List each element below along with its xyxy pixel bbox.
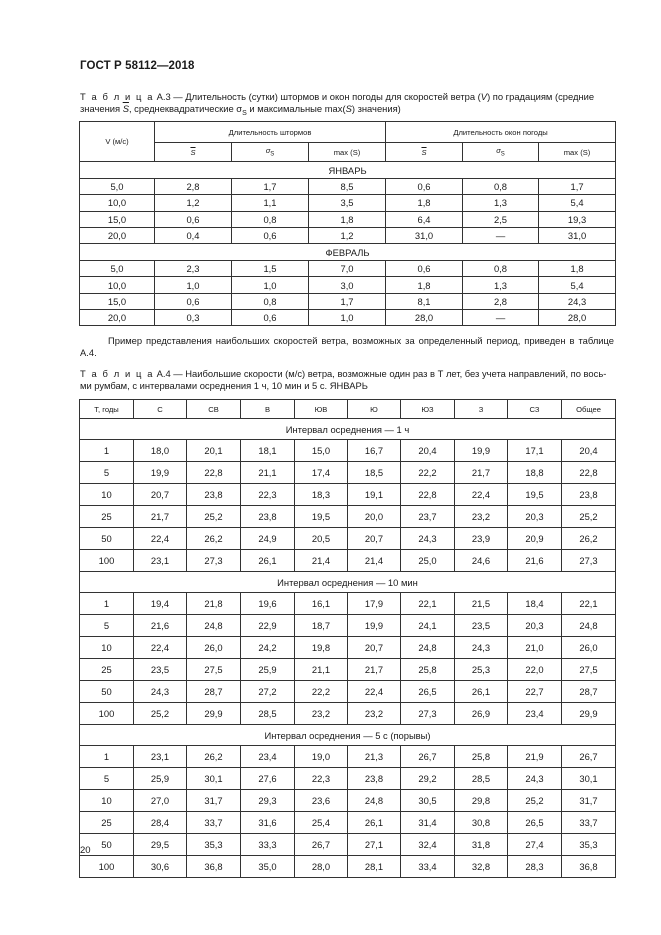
table-row — [80, 659, 616, 681]
table-cell: 30,6 — [134, 856, 187, 878]
table-cell: 26,0 — [562, 637, 616, 659]
table-cell: 21,1 — [241, 462, 295, 484]
table-cell: 18,8 — [508, 462, 562, 484]
table-cell: 10 — [80, 790, 134, 812]
table-cell: 27,2 — [241, 681, 295, 703]
table-cell: 19,1 — [348, 484, 401, 506]
table-cell: 26,2 — [187, 746, 241, 768]
table-cell: 26,7 — [562, 746, 616, 768]
table-cell: 2,3 — [155, 261, 232, 277]
table-cell: 1 — [80, 593, 134, 615]
table-cell: 100 — [80, 703, 134, 725]
table-cell: 20,0 — [80, 227, 155, 243]
table-cell: 1 — [80, 440, 134, 462]
table-cell: 25,8 — [401, 659, 455, 681]
table-cell: 20,7 — [348, 528, 401, 550]
table-cell: 26,0 — [187, 637, 241, 659]
table-cell: 25,0 — [401, 550, 455, 572]
table-cell: 100 — [80, 550, 134, 572]
table-row — [80, 462, 616, 484]
table-cell: 2,8 — [463, 293, 539, 309]
table-cell: 30,5 — [401, 790, 455, 812]
table-cell: 20,0 — [348, 506, 401, 528]
table-cell: 24,2 — [241, 637, 295, 659]
table-cell: 3,5 — [309, 195, 386, 211]
table-row — [80, 681, 616, 703]
table-cell: 1,3 — [463, 195, 539, 211]
table-cell: 27,5 — [562, 659, 616, 681]
table-cell: 20,7 — [134, 484, 187, 506]
table-cell: 18,4 — [508, 593, 562, 615]
table-cell: 24,3 — [508, 768, 562, 790]
table-cell: 28,0 — [386, 310, 463, 326]
table-cell: 23,4 — [241, 746, 295, 768]
table-cell: 0,6 — [155, 211, 232, 227]
table-cell: 5,0 — [80, 179, 155, 195]
table-cell: 25 — [80, 659, 134, 681]
table-cell: 1,7 — [232, 179, 309, 195]
table-cell: 2,8 — [155, 179, 232, 195]
table-cell: 2,5 — [463, 211, 539, 227]
table-cell: 33,4 — [401, 856, 455, 878]
table-cell: 22,2 — [295, 681, 348, 703]
table-cell: 20,3 — [508, 615, 562, 637]
table-cell: 29,9 — [187, 703, 241, 725]
table-cell: 100 — [80, 856, 134, 878]
table-cell: 0,3 — [155, 310, 232, 326]
table-row — [80, 593, 616, 615]
table-cell: 22,1 — [401, 593, 455, 615]
table-cell: 26,2 — [562, 528, 616, 550]
table-cell: 10,0 — [80, 195, 155, 211]
table-cell: 28,5 — [241, 703, 295, 725]
table-cell: 25 — [80, 506, 134, 528]
table-cell: 31,0 — [386, 227, 463, 243]
table-cell: 24,8 — [348, 790, 401, 812]
table-cell: 33,3 — [241, 834, 295, 856]
table-cell: 5 — [80, 462, 134, 484]
table-cell: 32,4 — [401, 834, 455, 856]
table-cell: 1,8 — [386, 195, 463, 211]
table-cell: 22,9 — [241, 615, 295, 637]
section-header: Интервал осреднения — 5 с (порывы) — [80, 725, 616, 746]
table-cell: 22,0 — [508, 659, 562, 681]
table-cell: 28,0 — [295, 856, 348, 878]
table-cell: 21,7 — [348, 659, 401, 681]
table-row — [80, 550, 616, 572]
table-cell: 18,1 — [241, 440, 295, 462]
table-cell: 19,4 — [134, 593, 187, 615]
col-v-header: V (м/с) — [80, 122, 155, 162]
table-cell: 5,4 — [539, 195, 616, 211]
table-cell: 25,8 — [455, 746, 508, 768]
table-cell: 17,4 — [295, 462, 348, 484]
month-header: ФЕВРАЛЬ — [80, 244, 616, 261]
table-cell: 19,8 — [295, 637, 348, 659]
table-cell: 29,9 — [562, 703, 616, 725]
table-cell: 22,4 — [455, 484, 508, 506]
table-cell: 35,3 — [562, 834, 616, 856]
sub-sigma-header: $\sigma_S$ — [463, 143, 539, 162]
table-cell: 26,5 — [401, 681, 455, 703]
table-cell: 24,8 — [401, 637, 455, 659]
table-cell: 30,1 — [562, 768, 616, 790]
table-cell: 25,9 — [241, 659, 295, 681]
table-row — [80, 293, 616, 309]
table-cell: 1,7 — [309, 293, 386, 309]
table-cell: 20,0 — [80, 310, 155, 326]
sub-max-header: max (S) — [539, 143, 616, 162]
table-cell: 21,6 — [508, 550, 562, 572]
table-cell: 22,1 — [562, 593, 616, 615]
table-cell: 22,8 — [562, 462, 616, 484]
table-cell: 23,6 — [295, 790, 348, 812]
table-cell: 31,7 — [562, 790, 616, 812]
table-cell: 26,1 — [348, 812, 401, 834]
table-cell: 25,2 — [562, 506, 616, 528]
table-row — [80, 211, 616, 227]
sub-mean-header: $\overline{S}$ — [386, 143, 463, 162]
table-cell: 26,2 — [187, 528, 241, 550]
table-row — [80, 703, 616, 725]
table-cell: 50 — [80, 528, 134, 550]
table-cell: 8,5 — [309, 179, 386, 195]
table-cell: 10 — [80, 484, 134, 506]
table-cell: 25,4 — [295, 812, 348, 834]
table-cell: 0,6 — [232, 310, 309, 326]
table-cell: 1,0 — [309, 310, 386, 326]
table-cell: 23,8 — [348, 768, 401, 790]
table-cell: 20,3 — [508, 506, 562, 528]
table-cell: 23,2 — [455, 506, 508, 528]
table-cell: 31,4 — [401, 812, 455, 834]
table-cell: 20,4 — [401, 440, 455, 462]
month-header: ЯНВАРЬ — [80, 162, 616, 179]
sub-mean-header: $\overline{S}$ — [155, 143, 232, 162]
table-row — [80, 856, 616, 878]
table-cell: 21,6 — [134, 615, 187, 637]
table-cell: 36,8 — [187, 856, 241, 878]
table-cell: 25 — [80, 812, 134, 834]
table-cell: 0,4 — [155, 227, 232, 243]
table-cell: 28,0 — [539, 310, 616, 326]
table-cell: 0,8 — [463, 261, 539, 277]
table-cell: 19,9 — [134, 462, 187, 484]
column-header: З — [455, 400, 508, 419]
table-cell: 20,1 — [187, 440, 241, 462]
table-cell: 26,1 — [455, 681, 508, 703]
table-cell: 27,3 — [562, 550, 616, 572]
table-a3-caption: Т а б л и ц а A.3 — Длительность (сутки) штормов и окон погоды для скоростей ветра (V) по градациям (средние значения $\overline{S}$, среднеквадратические $\sigma_S$ и максимальные max(S) значения) — [80, 91, 595, 118]
table-a4 — [79, 399, 616, 878]
table-cell: 26,5 — [508, 812, 562, 834]
table-cell: 31,6 — [241, 812, 295, 834]
table-cell: 25,3 — [455, 659, 508, 681]
table-cell: 23,8 — [241, 506, 295, 528]
table-row — [80, 277, 616, 293]
table-cell: 1,1 — [232, 195, 309, 211]
table-cell: 26,9 — [455, 703, 508, 725]
table-cell: 21,0 — [508, 637, 562, 659]
table-cell: 50 — [80, 834, 134, 856]
table-cell: 33,7 — [562, 812, 616, 834]
table-cell: 26,1 — [241, 550, 295, 572]
table-cell: 31,7 — [187, 790, 241, 812]
table-cell: 1,8 — [309, 211, 386, 227]
table-cell: 21,3 — [348, 746, 401, 768]
table-cell: 32,8 — [455, 856, 508, 878]
table-cell: 1,8 — [539, 261, 616, 277]
table-cell: 1,0 — [155, 277, 232, 293]
table-cell: 20,4 — [562, 440, 616, 462]
group-storms-header: Длительность штормов — [155, 122, 386, 143]
table-cell: 27,5 — [187, 659, 241, 681]
document-code: ГОСТ Р 58112—2018 — [80, 60, 195, 72]
table-cell: 0,8 — [463, 179, 539, 195]
table-cell: 27,6 — [241, 768, 295, 790]
column-header: Т, годы — [80, 400, 134, 419]
column-header: Общее — [562, 400, 616, 419]
group-windows-header: Длительность окон погоды — [386, 122, 616, 143]
table-cell: 23,5 — [134, 659, 187, 681]
table-cell: 17,9 — [348, 593, 401, 615]
table-cell: 27,4 — [508, 834, 562, 856]
table-cell: 28,3 — [508, 856, 562, 878]
table-cell: — — [463, 227, 539, 243]
section-header: Интервал осреднения — 1 ч — [80, 419, 616, 440]
table-row — [80, 506, 616, 528]
table-cell: 23,1 — [134, 746, 187, 768]
table-cell: 21,4 — [348, 550, 401, 572]
table-cell: 24,8 — [562, 615, 616, 637]
table-cell: 21,7 — [455, 462, 508, 484]
table-cell: 23,8 — [562, 484, 616, 506]
table-cell: 22,8 — [187, 462, 241, 484]
table-cell: 18,7 — [295, 615, 348, 637]
table-cell: 22,4 — [134, 528, 187, 550]
table-cell: 35,0 — [241, 856, 295, 878]
table-cell: 30,1 — [187, 768, 241, 790]
table-cell: 31,8 — [455, 834, 508, 856]
table-cell: 22,3 — [295, 768, 348, 790]
table-cell: 19,9 — [455, 440, 508, 462]
table-cell: 23,8 — [187, 484, 241, 506]
table-cell: 21,4 — [295, 550, 348, 572]
table-cell: 22,3 — [241, 484, 295, 506]
table-cell: 25,2 — [187, 506, 241, 528]
table-cell: 26,7 — [401, 746, 455, 768]
table-cell: 3,0 — [309, 277, 386, 293]
table-cell: 29,2 — [401, 768, 455, 790]
table-cell: 21,8 — [187, 593, 241, 615]
table-cell: 19,3 — [539, 211, 616, 227]
table-cell: 27,1 — [348, 834, 401, 856]
column-header: В — [241, 400, 295, 419]
table-row — [80, 179, 616, 195]
table-row — [80, 790, 616, 812]
table-cell: 27,3 — [401, 703, 455, 725]
table-cell: 24,9 — [241, 528, 295, 550]
table-cell: 21,5 — [455, 593, 508, 615]
table-cell: 0,6 — [386, 179, 463, 195]
table-cell: 23,9 — [455, 528, 508, 550]
table-cell: 27,0 — [134, 790, 187, 812]
table-cell: 1,8 — [386, 277, 463, 293]
table-cell: 25,2 — [134, 703, 187, 725]
table-cell: 20,5 — [295, 528, 348, 550]
table-cell: 18,0 — [134, 440, 187, 462]
table-cell: 28,4 — [134, 812, 187, 834]
table-cell: 24,3 — [401, 528, 455, 550]
table-row — [80, 637, 616, 659]
table-cell: 22,2 — [401, 462, 455, 484]
table-cell: 0,8 — [232, 211, 309, 227]
table-cell: 22,8 — [401, 484, 455, 506]
table-cell: 28,7 — [187, 681, 241, 703]
table-cell: 26,7 — [295, 834, 348, 856]
table-cell: 7,0 — [309, 261, 386, 277]
column-header: ЮЗ — [401, 400, 455, 419]
column-header: Ю — [348, 400, 401, 419]
table-cell: 28,7 — [562, 681, 616, 703]
table-cell: 10 — [80, 637, 134, 659]
table-cell: 24,6 — [455, 550, 508, 572]
table-cell: 0,6 — [232, 227, 309, 243]
column-header: СВ — [187, 400, 241, 419]
table-cell: 22,7 — [508, 681, 562, 703]
table-row — [80, 440, 616, 462]
table-cell: 1,2 — [309, 227, 386, 243]
table-cell: 18,3 — [295, 484, 348, 506]
table-cell: 33,7 — [187, 812, 241, 834]
table-cell: 5,0 — [80, 261, 155, 277]
table-cell: 10,0 — [80, 277, 155, 293]
table-cell: 21,1 — [295, 659, 348, 681]
table-cell: 15,0 — [80, 211, 155, 227]
table-a4-caption: Т а б л и ц а А.4 — Наибольшие скорости (м/с) ветра, возможные один раз в Т лет, без учета направлений, по вось- ми румбам, с интервалами осреднения 1 ч, 10 мин и 5 с. ЯНВАРЬ — [80, 368, 607, 392]
table-cell: 23,4 — [508, 703, 562, 725]
table-cell: 29,5 — [134, 834, 187, 856]
table-row — [80, 528, 616, 550]
table-row — [80, 310, 616, 326]
table-cell: 25,2 — [508, 790, 562, 812]
table-cell: 6,4 — [386, 211, 463, 227]
table-cell: 18,5 — [348, 462, 401, 484]
column-header: СЗ — [508, 400, 562, 419]
table-cell: 19,6 — [241, 593, 295, 615]
table-cell: 35,3 — [187, 834, 241, 856]
table-cell: 28,5 — [455, 768, 508, 790]
table-label: Т а б л и ц а — [80, 91, 155, 102]
table-cell: 23,5 — [455, 615, 508, 637]
table-cell: 17,1 — [508, 440, 562, 462]
table-cell: 21,9 — [508, 746, 562, 768]
table-cell: 15,0 — [295, 440, 348, 462]
table-cell: 36,8 — [562, 856, 616, 878]
column-header: С — [134, 400, 187, 419]
table-cell: 5 — [80, 615, 134, 637]
table-row — [80, 484, 616, 506]
table-cell: 30,8 — [455, 812, 508, 834]
sub-max-header: max (S) — [309, 143, 386, 162]
table-cell: — — [463, 310, 539, 326]
section-header: Интервал осреднения — 10 мин — [80, 572, 616, 593]
table-row — [80, 812, 616, 834]
table-label: Т а б л и ц а — [80, 368, 155, 379]
page-number: 20 — [80, 845, 91, 856]
table-cell: 23,1 — [134, 550, 187, 572]
table-cell: 19,5 — [508, 484, 562, 506]
table-cell: 8,1 — [386, 293, 463, 309]
table-row — [80, 195, 616, 211]
table-cell: 15,0 — [80, 293, 155, 309]
table-row — [80, 746, 616, 768]
table-row — [80, 261, 616, 277]
table-cell: 19,0 — [295, 746, 348, 768]
table-row — [80, 768, 616, 790]
table-cell: 23,2 — [295, 703, 348, 725]
table-cell: 16,1 — [295, 593, 348, 615]
table-cell: 19,9 — [348, 615, 401, 637]
table-cell: 27,3 — [187, 550, 241, 572]
table-cell: 29,8 — [455, 790, 508, 812]
table-cell: 22,4 — [348, 681, 401, 703]
table-cell: 24,1 — [401, 615, 455, 637]
table-cell: 1 — [80, 746, 134, 768]
table-cell: 0,6 — [386, 261, 463, 277]
example-paragraph: Пример представления наибольших скоростей ветра, возможных за определенный период, приведен в таблице А.4. — [80, 335, 614, 359]
table-row — [80, 227, 616, 243]
table-a3 — [79, 121, 616, 326]
table-cell: 1,2 — [155, 195, 232, 211]
table-cell: 22,4 — [134, 637, 187, 659]
table-cell: 5 — [80, 768, 134, 790]
table-cell: 20,7 — [348, 637, 401, 659]
table-cell: 24,8 — [187, 615, 241, 637]
table-cell: 29,3 — [241, 790, 295, 812]
table-cell: 24,3 — [539, 293, 616, 309]
table-cell: 0,6 — [155, 293, 232, 309]
table-cell: 23,2 — [348, 703, 401, 725]
table-cell: 24,3 — [134, 681, 187, 703]
table-cell: 20,9 — [508, 528, 562, 550]
table-cell: 23,7 — [401, 506, 455, 528]
table-cell: 31,0 — [539, 227, 616, 243]
table-cell: 0,8 — [232, 293, 309, 309]
table-cell: 19,5 — [295, 506, 348, 528]
table-cell: 1,3 — [463, 277, 539, 293]
column-header: ЮВ — [295, 400, 348, 419]
table-row — [80, 615, 616, 637]
table-cell: 1,5 — [232, 261, 309, 277]
sub-sigma-header: $\sigma_S$ — [232, 143, 309, 162]
table-cell: 1,0 — [232, 277, 309, 293]
table-cell: 1,7 — [539, 179, 616, 195]
table-row — [80, 834, 616, 856]
table-cell: 16,7 — [348, 440, 401, 462]
table-cell: 25,9 — [134, 768, 187, 790]
table-cell: 28,1 — [348, 856, 401, 878]
table-cell: 24,3 — [455, 637, 508, 659]
table-cell: 5,4 — [539, 277, 616, 293]
table-cell: 50 — [80, 681, 134, 703]
table-cell: 21,7 — [134, 506, 187, 528]
